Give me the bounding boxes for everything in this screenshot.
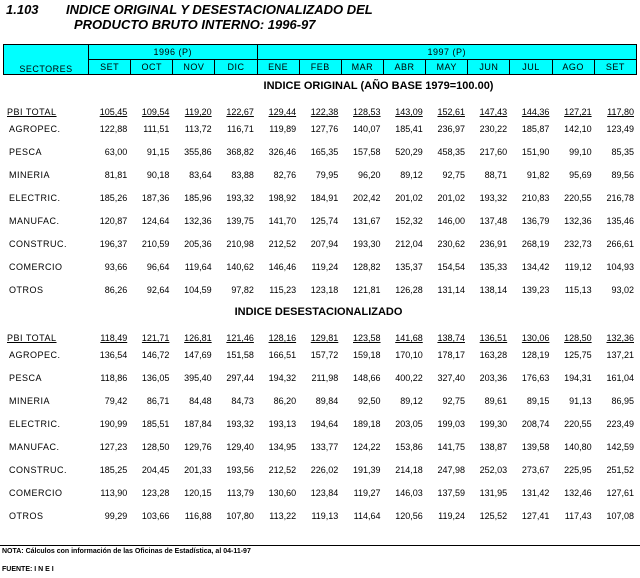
value-cell: 138,14 [479, 284, 508, 295]
value-cell: 119,20 [184, 107, 212, 117]
value-cell: 157,58 [353, 146, 381, 157]
table-row [3, 504, 637, 527]
month-header: ENE [257, 60, 299, 75]
value-cell: 119,13 [311, 510, 339, 521]
value-cell: 147,43 [479, 107, 508, 117]
value-cell: 122,67 [226, 107, 254, 117]
value-cell: 187,84 [184, 418, 212, 429]
value-cell: 123,49 [606, 123, 634, 134]
value-cell: 137,48 [479, 215, 508, 226]
value-cell: 120,87 [99, 215, 128, 226]
value-cell: 129,40 [226, 441, 254, 452]
value-cell: 89,56 [611, 169, 634, 180]
value-cell: 137,21 [606, 349, 634, 360]
value-cell: 79,42 [104, 395, 128, 406]
value-cell: 124,64 [141, 215, 170, 226]
value-cell: 140,80 [564, 441, 592, 452]
value-cell: 105,45 [99, 107, 128, 117]
month-header: FEB [299, 60, 341, 75]
value-cell: 116,71 [227, 123, 254, 134]
row-label: MINERIA [9, 169, 51, 180]
value-cell: 117,43 [564, 510, 592, 521]
value-cell: 207,94 [310, 238, 339, 249]
value-cell: 127,21 [564, 107, 592, 117]
value-cell: 141,68 [395, 333, 423, 343]
value-cell: 131,67 [353, 215, 381, 226]
value-cell: 194,31 [564, 372, 592, 383]
value-cell: 89,12 [400, 169, 423, 180]
column-header [3, 44, 637, 75]
value-cell: 520,29 [395, 146, 423, 157]
value-cell: 123,18 [310, 284, 339, 295]
value-cell: 119,27 [353, 487, 381, 498]
row-label: MINERIA [9, 395, 51, 406]
value-cell: 185,26 [99, 192, 128, 203]
value-cell: 130,60 [268, 487, 297, 498]
table-number: 1.103 [6, 2, 39, 17]
value-cell: 86,71 [146, 395, 170, 406]
value-cell: 107,08 [606, 510, 634, 521]
page-title [6, 2, 636, 32]
value-cell: 193,13 [268, 418, 297, 429]
row-label: ELECTRIC. [9, 192, 61, 203]
value-cell: 84,48 [189, 395, 212, 406]
table-row [3, 232, 637, 255]
value-cell: 123,58 [353, 333, 381, 343]
row-label: PBI TOTAL [7, 107, 57, 117]
month-header: NOV [173, 60, 215, 75]
row-label: COMERCIO [9, 487, 63, 498]
value-cell: 141,70 [268, 215, 297, 226]
value-cell: 190,99 [99, 418, 128, 429]
value-cell: 230,22 [479, 123, 508, 134]
row-label: CONSTRUC. [9, 464, 67, 475]
value-cell: 123,28 [141, 487, 170, 498]
value-cell: 139,75 [226, 215, 254, 226]
value-cell: 128,19 [521, 349, 550, 360]
value-cell: 185,25 [99, 464, 128, 475]
value-cell: 166,51 [268, 349, 297, 360]
table-row [3, 117, 637, 140]
value-cell: 232,73 [564, 238, 592, 249]
value-cell: 202,42 [353, 192, 381, 203]
value-cell: 104,59 [184, 284, 212, 295]
value-cell: 152,61 [437, 107, 465, 117]
value-cell: 185,96 [184, 192, 212, 203]
value-cell: 96,64 [146, 261, 170, 272]
value-cell: 201,02 [395, 192, 423, 203]
table-row [3, 163, 637, 186]
value-cell: 205,36 [184, 238, 212, 249]
value-cell: 268,19 [521, 238, 550, 249]
value-cell: 136,54 [99, 349, 128, 360]
value-cell: 128,50 [141, 441, 170, 452]
title-line-1: INDICE ORIGINAL Y DESESTACIONALIZADO DEL [66, 2, 373, 17]
value-cell: 125,74 [310, 215, 339, 226]
value-cell: 184,91 [310, 192, 339, 203]
row-label: PBI TOTAL [7, 333, 57, 343]
table-row [3, 412, 637, 435]
value-cell: 130,06 [521, 333, 550, 343]
data-table [3, 75, 637, 527]
value-cell: 199,03 [437, 418, 465, 429]
value-cell: 216,78 [606, 192, 634, 203]
value-cell: 135,37 [395, 261, 423, 272]
value-cell: 83,64 [189, 169, 212, 180]
value-cell: 91,82 [526, 169, 550, 180]
value-cell: 132,46 [564, 487, 592, 498]
value-cell: 131,42 [521, 487, 550, 498]
value-cell: 92,75 [442, 169, 465, 180]
value-cell: 163,28 [479, 349, 508, 360]
value-cell: 123,84 [310, 487, 339, 498]
value-cell: 97,82 [231, 284, 254, 295]
value-cell: 185,87 [521, 123, 550, 134]
value-cell: 86,20 [273, 395, 297, 406]
value-cell: 170,10 [395, 349, 423, 360]
value-cell: 140,62 [226, 261, 254, 272]
value-cell: 201,33 [184, 464, 212, 475]
value-cell: 120,15 [184, 487, 212, 498]
value-cell: 395,40 [184, 372, 212, 383]
table-row [3, 343, 637, 366]
value-cell: 99,29 [104, 510, 128, 521]
month-header: SET [594, 60, 636, 75]
value-cell: 139,58 [521, 441, 550, 452]
source-line: FUENTE: I N E I [2, 566, 54, 573]
section-title-row [3, 301, 637, 323]
value-cell: 119,12 [564, 261, 592, 272]
footer-divider [0, 545, 640, 546]
value-cell: 104,93 [606, 261, 634, 272]
value-cell: 193,32 [226, 418, 254, 429]
value-cell: 196,37 [99, 238, 128, 249]
value-cell: 138,87 [479, 441, 508, 452]
value-cell: 201,02 [437, 192, 465, 203]
table-row [3, 366, 637, 389]
month-header: OCT [131, 60, 173, 75]
value-cell: 176,63 [521, 372, 550, 383]
value-cell: 185,51 [141, 418, 170, 429]
row-label: AGROPEC. [9, 349, 61, 360]
value-cell: 210,59 [141, 238, 170, 249]
value-cell: 121,46 [226, 333, 254, 343]
value-cell: 134,95 [268, 441, 297, 452]
value-cell: 117,80 [607, 107, 634, 117]
value-cell: 118,49 [100, 333, 128, 343]
table-row [3, 458, 637, 481]
row-label: ELECTRIC. [9, 418, 61, 429]
section-title-row [3, 75, 637, 97]
value-cell: 252,03 [479, 464, 508, 475]
value-cell: 159,18 [353, 349, 381, 360]
value-cell: 133,77 [310, 441, 339, 452]
value-cell: 217,60 [479, 146, 508, 157]
value-cell: 144,36 [521, 107, 550, 117]
value-cell: 116,88 [184, 510, 212, 521]
value-cell: 204,45 [141, 464, 170, 475]
value-cell: 198,92 [268, 192, 297, 203]
value-cell: 199,30 [479, 418, 508, 429]
value-cell: 165,35 [310, 146, 339, 157]
table-row [3, 209, 637, 232]
value-cell: 236,97 [437, 123, 465, 134]
value-cell: 128,50 [564, 333, 592, 343]
value-cell: 122,88 [99, 123, 128, 134]
value-cell: 203,36 [479, 372, 508, 383]
value-cell: 92,50 [358, 395, 381, 406]
value-cell: 193,56 [226, 464, 254, 475]
value-cell: 247,98 [437, 464, 465, 475]
table-row [3, 435, 637, 458]
value-cell: 128,16 [268, 333, 297, 343]
value-cell: 128,82 [353, 261, 381, 272]
row-label: MANUFAC. [9, 215, 60, 226]
value-cell: 193,30 [353, 238, 381, 249]
value-cell: 91,13 [569, 395, 592, 406]
value-cell: 142,10 [564, 123, 592, 134]
value-cell: 89,61 [484, 395, 508, 406]
value-cell: 146,72 [141, 349, 170, 360]
value-cell: 152,32 [395, 215, 423, 226]
month-header: AGO [552, 60, 594, 75]
value-cell: 132,36 [184, 215, 212, 226]
value-cell: 194,32 [268, 372, 297, 383]
value-cell: 151,90 [521, 146, 550, 157]
value-cell: 141,75 [437, 441, 465, 452]
value-cell: 147,69 [184, 349, 212, 360]
value-cell: 79,95 [315, 169, 339, 180]
value-cell: 128,53 [353, 107, 381, 117]
value-cell: 230,62 [437, 238, 465, 249]
table-row [3, 255, 637, 278]
value-cell: 153,86 [395, 441, 423, 452]
value-cell: 142,59 [606, 441, 634, 452]
value-cell: 220,55 [564, 192, 592, 203]
value-cell: 95,69 [569, 169, 592, 180]
value-cell: 90,18 [146, 169, 170, 180]
value-cell: 92,64 [146, 284, 170, 295]
value-cell: 226,02 [310, 464, 339, 475]
month-header: MAR [341, 60, 383, 75]
value-cell: 193,32 [479, 192, 508, 203]
value-cell: 83,88 [231, 169, 254, 180]
value-cell: 193,32 [226, 192, 254, 203]
value-cell: 146,00 [437, 215, 465, 226]
value-cell: 111,51 [143, 123, 170, 134]
value-cell: 178,17 [437, 349, 465, 360]
value-cell: 191,39 [353, 464, 381, 475]
value-cell: 135,33 [479, 261, 508, 272]
value-cell: 132,36 [564, 215, 592, 226]
value-cell: 210,98 [226, 238, 254, 249]
value-cell: 113,22 [269, 510, 297, 521]
value-cell: 151,58 [226, 349, 254, 360]
value-cell: 458,35 [437, 146, 465, 157]
value-cell: 88,71 [484, 169, 508, 180]
value-cell: 143,09 [395, 107, 423, 117]
value-cell: 127,23 [99, 441, 128, 452]
value-cell: 220,55 [564, 418, 592, 429]
value-cell: 236,91 [479, 238, 508, 249]
total-row [3, 97, 637, 117]
value-cell: 85,35 [611, 146, 634, 157]
value-cell: 113,79 [227, 487, 254, 498]
value-cell: 86,95 [611, 395, 634, 406]
value-cell: 121,81 [353, 284, 381, 295]
value-cell: 107,80 [226, 510, 254, 521]
value-cell: 136,51 [479, 333, 508, 343]
value-cell: 185,41 [395, 123, 423, 134]
value-cell: 251,52 [606, 464, 634, 475]
value-cell: 126,81 [184, 333, 212, 343]
value-cell: 115,13 [564, 284, 592, 295]
value-cell: 63,00 [104, 146, 128, 157]
row-label: OTROS [9, 284, 44, 295]
value-cell: 81,81 [104, 169, 128, 180]
value-cell: 118,86 [100, 372, 128, 383]
value-cell: 139,23 [521, 284, 550, 295]
value-cell: 140,07 [353, 123, 381, 134]
value-cell: 273,67 [521, 464, 550, 475]
value-cell: 119,24 [311, 261, 339, 272]
value-cell: 132,36 [606, 333, 634, 343]
table-row [3, 140, 637, 163]
value-cell: 146,03 [395, 487, 423, 498]
value-cell: 120,56 [395, 510, 423, 521]
row-label: PESCA [9, 146, 43, 157]
value-cell: 122,38 [310, 107, 339, 117]
month-header: MAY [426, 60, 468, 75]
value-cell: 146,46 [268, 261, 297, 272]
value-cell: 127,41 [521, 510, 550, 521]
value-cell: 148,66 [353, 372, 381, 383]
value-cell: 137,59 [437, 487, 465, 498]
value-cell: 114,64 [353, 510, 381, 521]
value-cell: 119,24 [438, 510, 465, 521]
value-cell: 161,04 [606, 372, 634, 383]
value-cell: 223,49 [606, 418, 634, 429]
value-cell: 124,22 [353, 441, 381, 452]
table-row [3, 389, 637, 412]
value-cell: 211,98 [311, 372, 339, 383]
value-cell: 203,05 [395, 418, 423, 429]
value-cell: 136,79 [521, 215, 550, 226]
value-cell: 135,46 [606, 215, 634, 226]
value-cell: 214,18 [395, 464, 423, 475]
value-cell: 138,74 [437, 333, 465, 343]
value-cell: 355,86 [184, 146, 212, 157]
value-cell: 154,54 [437, 261, 465, 272]
value-cell: 89,15 [526, 395, 550, 406]
value-cell: 125,52 [479, 510, 508, 521]
value-cell: 96,20 [358, 169, 381, 180]
value-cell: 129,44 [268, 107, 297, 117]
value-cell: 131,14 [437, 284, 465, 295]
value-cell: 109,54 [141, 107, 170, 117]
value-cell: 127,61 [606, 487, 634, 498]
value-cell: 326,46 [268, 146, 297, 157]
value-cell: 82,76 [273, 169, 297, 180]
value-cell: 208,74 [521, 418, 550, 429]
title-line-2: PRODUCTO BRUTO INTERNO: 1996-97 [74, 17, 316, 32]
table-row [3, 186, 637, 209]
month-header: DIC [215, 60, 257, 75]
month-header: SET [89, 60, 131, 75]
footnote: NOTA: Cálculos con información de las Oficinas de Estadística, al 04-11-97 [2, 548, 251, 555]
value-cell: 297,44 [226, 372, 254, 383]
value-cell: 131,95 [479, 487, 508, 498]
value-cell: 119,64 [184, 261, 212, 272]
year-1996-header: 1996 (P) [89, 45, 258, 60]
value-cell: 103,66 [141, 510, 170, 521]
value-cell: 119,89 [269, 123, 297, 134]
value-cell: 157,72 [310, 349, 339, 360]
value-cell: 93,66 [104, 261, 128, 272]
month-header: JUN [468, 60, 510, 75]
value-cell: 86,26 [104, 284, 128, 295]
row-label: MANUFAC. [9, 441, 60, 452]
value-cell: 129,81 [310, 333, 339, 343]
month-header: ABR [383, 60, 425, 75]
value-cell: 225,95 [564, 464, 592, 475]
row-label: CONSTRUC. [9, 238, 67, 249]
value-cell: 189,18 [353, 418, 381, 429]
row-label: OTROS [9, 510, 44, 521]
value-cell: 212,52 [268, 238, 297, 249]
row-label: PESCA [9, 372, 43, 383]
value-cell: 134,42 [521, 261, 550, 272]
sectors-header: SECTORES [4, 45, 89, 75]
value-cell: 91,15 [146, 146, 170, 157]
value-cell: 113,72 [184, 123, 212, 134]
row-label: AGROPEC. [9, 123, 61, 134]
section-title: INDICE ORIGINAL (AÑO BASE 1979=100.00) [263, 80, 494, 92]
value-cell: 115,23 [269, 284, 297, 295]
section-title: INDICE DESESTACIONALIZADO [234, 306, 403, 318]
value-cell: 194,64 [310, 418, 339, 429]
value-cell: 99,10 [569, 146, 592, 157]
month-header: JUL [510, 60, 552, 75]
total-row [3, 323, 637, 343]
value-cell: 400,22 [395, 372, 423, 383]
value-cell: 187,36 [141, 192, 170, 203]
value-cell: 121,71 [141, 333, 170, 343]
value-cell: 113,90 [100, 487, 128, 498]
value-cell: 212,04 [395, 238, 423, 249]
value-cell: 210,83 [521, 192, 550, 203]
value-cell: 212,52 [268, 464, 297, 475]
value-cell: 89,12 [400, 395, 423, 406]
value-cell: 125,75 [564, 349, 592, 360]
value-cell: 129,76 [184, 441, 212, 452]
value-cell: 93,02 [611, 284, 634, 295]
table-row [3, 278, 637, 301]
year-1997-header: 1997 (P) [257, 45, 636, 60]
value-cell: 136,05 [141, 372, 170, 383]
row-label: COMERCIO [9, 261, 63, 272]
table-row [3, 481, 637, 504]
value-cell: 266,61 [606, 238, 634, 249]
value-cell: 368,82 [226, 146, 254, 157]
value-cell: 89,84 [315, 395, 339, 406]
value-cell: 327,40 [437, 372, 465, 383]
value-cell: 126,28 [395, 284, 423, 295]
value-cell: 127,76 [310, 123, 339, 134]
value-cell: 92,75 [442, 395, 465, 406]
value-cell: 84,73 [231, 395, 254, 406]
